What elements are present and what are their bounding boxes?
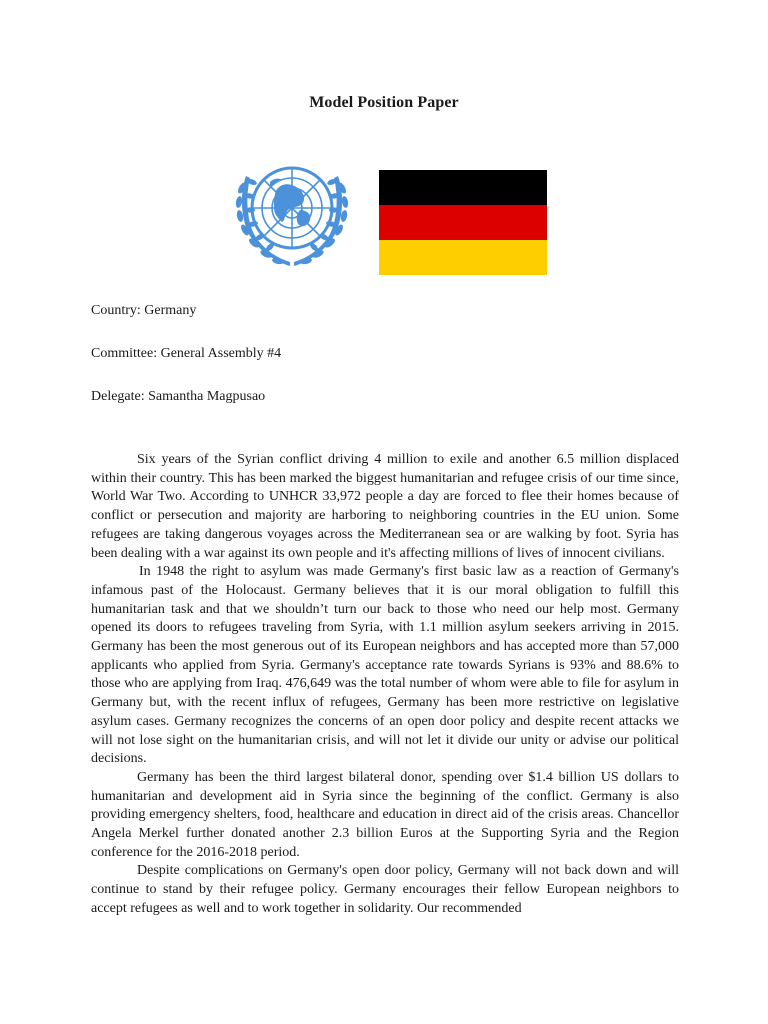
country-line: Country: Germany (91, 303, 197, 318)
flag-stripe-black (379, 170, 547, 205)
committee-line: Committee: General Assembly #4 (91, 346, 282, 361)
paragraph-1: Six years of the Syrian conflict driving 4 million to exile and another 6.5 million displaced within their country. This has been marked the biggest humanitarian and refugee crisis of our time since, World War Two. According to UNHCR 33,972 people a day are forced to flee their homes because of conflict or persecution and majority are harboring to neighboring countries in the EU union. Some refugees are taking dangerous voyages across the Mediterranean sea or are walking by foot. Syria has been dealing with a war against its own people and it's affecting millions of lives of innocent civilians. (91, 452, 679, 561)
body-text (91, 451, 679, 919)
flag-stripe-gold (379, 240, 547, 275)
header-images (0, 148, 768, 278)
flag-stripe-red (379, 205, 547, 240)
un-emblem-icon (226, 148, 358, 278)
page-title: Model Position Paper (309, 94, 459, 111)
germany-flag-icon (379, 170, 547, 275)
delegate-line: Delegate: Samantha Magpusao (91, 389, 266, 404)
paragraph-3: Germany has been the third largest bilateral donor, spending over $1.4 billion US dollars to humanitarian and development aid in Syria since the beginning of the conflict. Germany is also providing emergency shelters, food, healthcare and education in direct aid of the crisis areas. Chancellor Angela Merkel further donated another 2.3 billion Euros at the Supporting Syria and the Region conference for the 2016-2018 period. (91, 769, 679, 860)
paragraph-2: In 1948 the right to asylum was made Germany's first basic law as a reaction of Germany's infamous past of the Holocaust. Germany believes that it is our moral obligation to fulfill this humanitarian task and that we shouldn’t turn our back to those who need our help most. Germany opened its doors to refugees traveling from Syria, with 1.1 million asylum seekers arriving in 2015. Germany has been the most generous out of its European neighbors and has accepted more than 57,000 applicants who applied from Syria. Germany's acceptance rate towards Syrians is 93% and 88.6% to those who are applying from Iraq. 476,649 was the total number of whom were able to file for asylum in Germany but, with the recent influx of refugees, Germany has been more restrictive on legislative asylum cases. Germany recognizes the concerns of an open door policy and despite recent attacks we will not lose sight on the humanitarian crisis, and will not let it divide our unity or advise our political decisions. (91, 564, 679, 767)
paragraph-4: Despite complications on Germany's open door policy, Germany will not back down and will continue to stand by their refugee policy. Germany encourages their fellow European neighbors to accept refugees as well and to work together in solidarity. Our recommended (91, 863, 679, 916)
